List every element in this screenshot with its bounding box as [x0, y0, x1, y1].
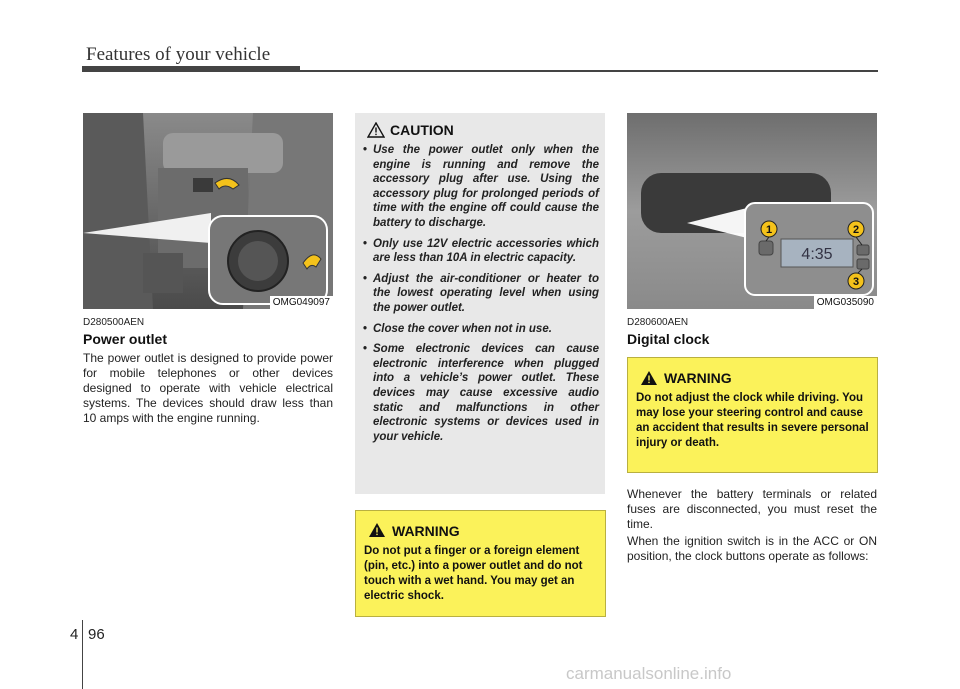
section-number: 4 — [70, 626, 79, 643]
page-header-title: Features of your vehicle — [86, 44, 271, 65]
header-rule — [82, 70, 878, 72]
digital-clock-illustration — [627, 113, 877, 309]
warning-title: WARNING — [664, 370, 732, 386]
caution-title: CAUTION — [390, 122, 454, 138]
warning-box-clock — [627, 357, 878, 473]
warning-title: WARNING — [392, 523, 460, 539]
digital-clock-photo — [627, 113, 877, 309]
page-number: 96 — [88, 626, 105, 643]
section-code: D280500AEN — [83, 317, 145, 328]
caution-item: • Adjust the air-conditioner or heater to the lowest operating level when using the power outlet. — [361, 272, 599, 316]
caution-item: • Close the cover when not in use. — [361, 322, 599, 337]
warning-box-power-outlet — [355, 510, 606, 617]
caution-box — [355, 113, 605, 494]
section-heading-power-outlet: Power outlet — [83, 331, 168, 347]
page-divider — [82, 620, 83, 689]
warning-triangle-icon — [640, 370, 658, 386]
caution-triangle-icon — [367, 122, 385, 138]
callout-1: 1 — [765, 224, 773, 236]
photo-reference-label: OMG049097 — [270, 296, 333, 309]
clock-display-reading: 4:35 — [801, 246, 833, 263]
clock-buttons-paragraph: When the ignition switch is in the ACC or ON position, the clock buttons operate as follows: — [627, 534, 877, 563]
warning-triangle-icon — [368, 522, 386, 538]
power-outlet-description: The power outlet is designed to provide power for mobile telephones or other devices designed to operate with vehicle electrical systems. The devices should draw less than 10 amps with the engine running. — [83, 351, 333, 425]
warning-text: Do not adjust the clock while driving. You may lose your steering control and cause an accident that results in severe personal injury or death. — [636, 392, 869, 449]
caution-item: • Only use 12V electric accessories which are less than 10A in electric capacity. — [361, 237, 599, 266]
callout-3: 3 — [852, 276, 860, 288]
caution-item: • Some electronic devices can cause electronic interference when plugged into a vehicle’s power outlet. These devices may cause excessive audio static and malfunctions in other electronic systems or devices used in your vehicle. — [361, 342, 599, 444]
watermark: carmanualsonline.info — [566, 664, 732, 683]
clock-reset-paragraph: Whenever the battery terminals or related fuses are disconnected, you must reset the time. — [627, 487, 877, 531]
callout-2: 2 — [852, 224, 860, 236]
section-code: D280600AEN — [627, 317, 689, 328]
caution-item: • Use the power outlet only when the engine is running and remove the accessory plug after use. Using the accessory plug for prolonged periods of time with the engine off could cause the battery to discharge. — [361, 143, 599, 231]
warning-text: Do not put a finger or a foreign element (pin, etc.) into a power outlet and do not touch with a wet hand. You may get an electric shock. — [364, 545, 583, 602]
section-heading-digital-clock: Digital clock — [627, 331, 710, 347]
caution-list — [361, 143, 599, 450]
power-outlet-photo — [83, 113, 333, 309]
photo-reference-label: OMG035090 — [814, 296, 877, 309]
power-outlet-illustration — [83, 113, 333, 309]
